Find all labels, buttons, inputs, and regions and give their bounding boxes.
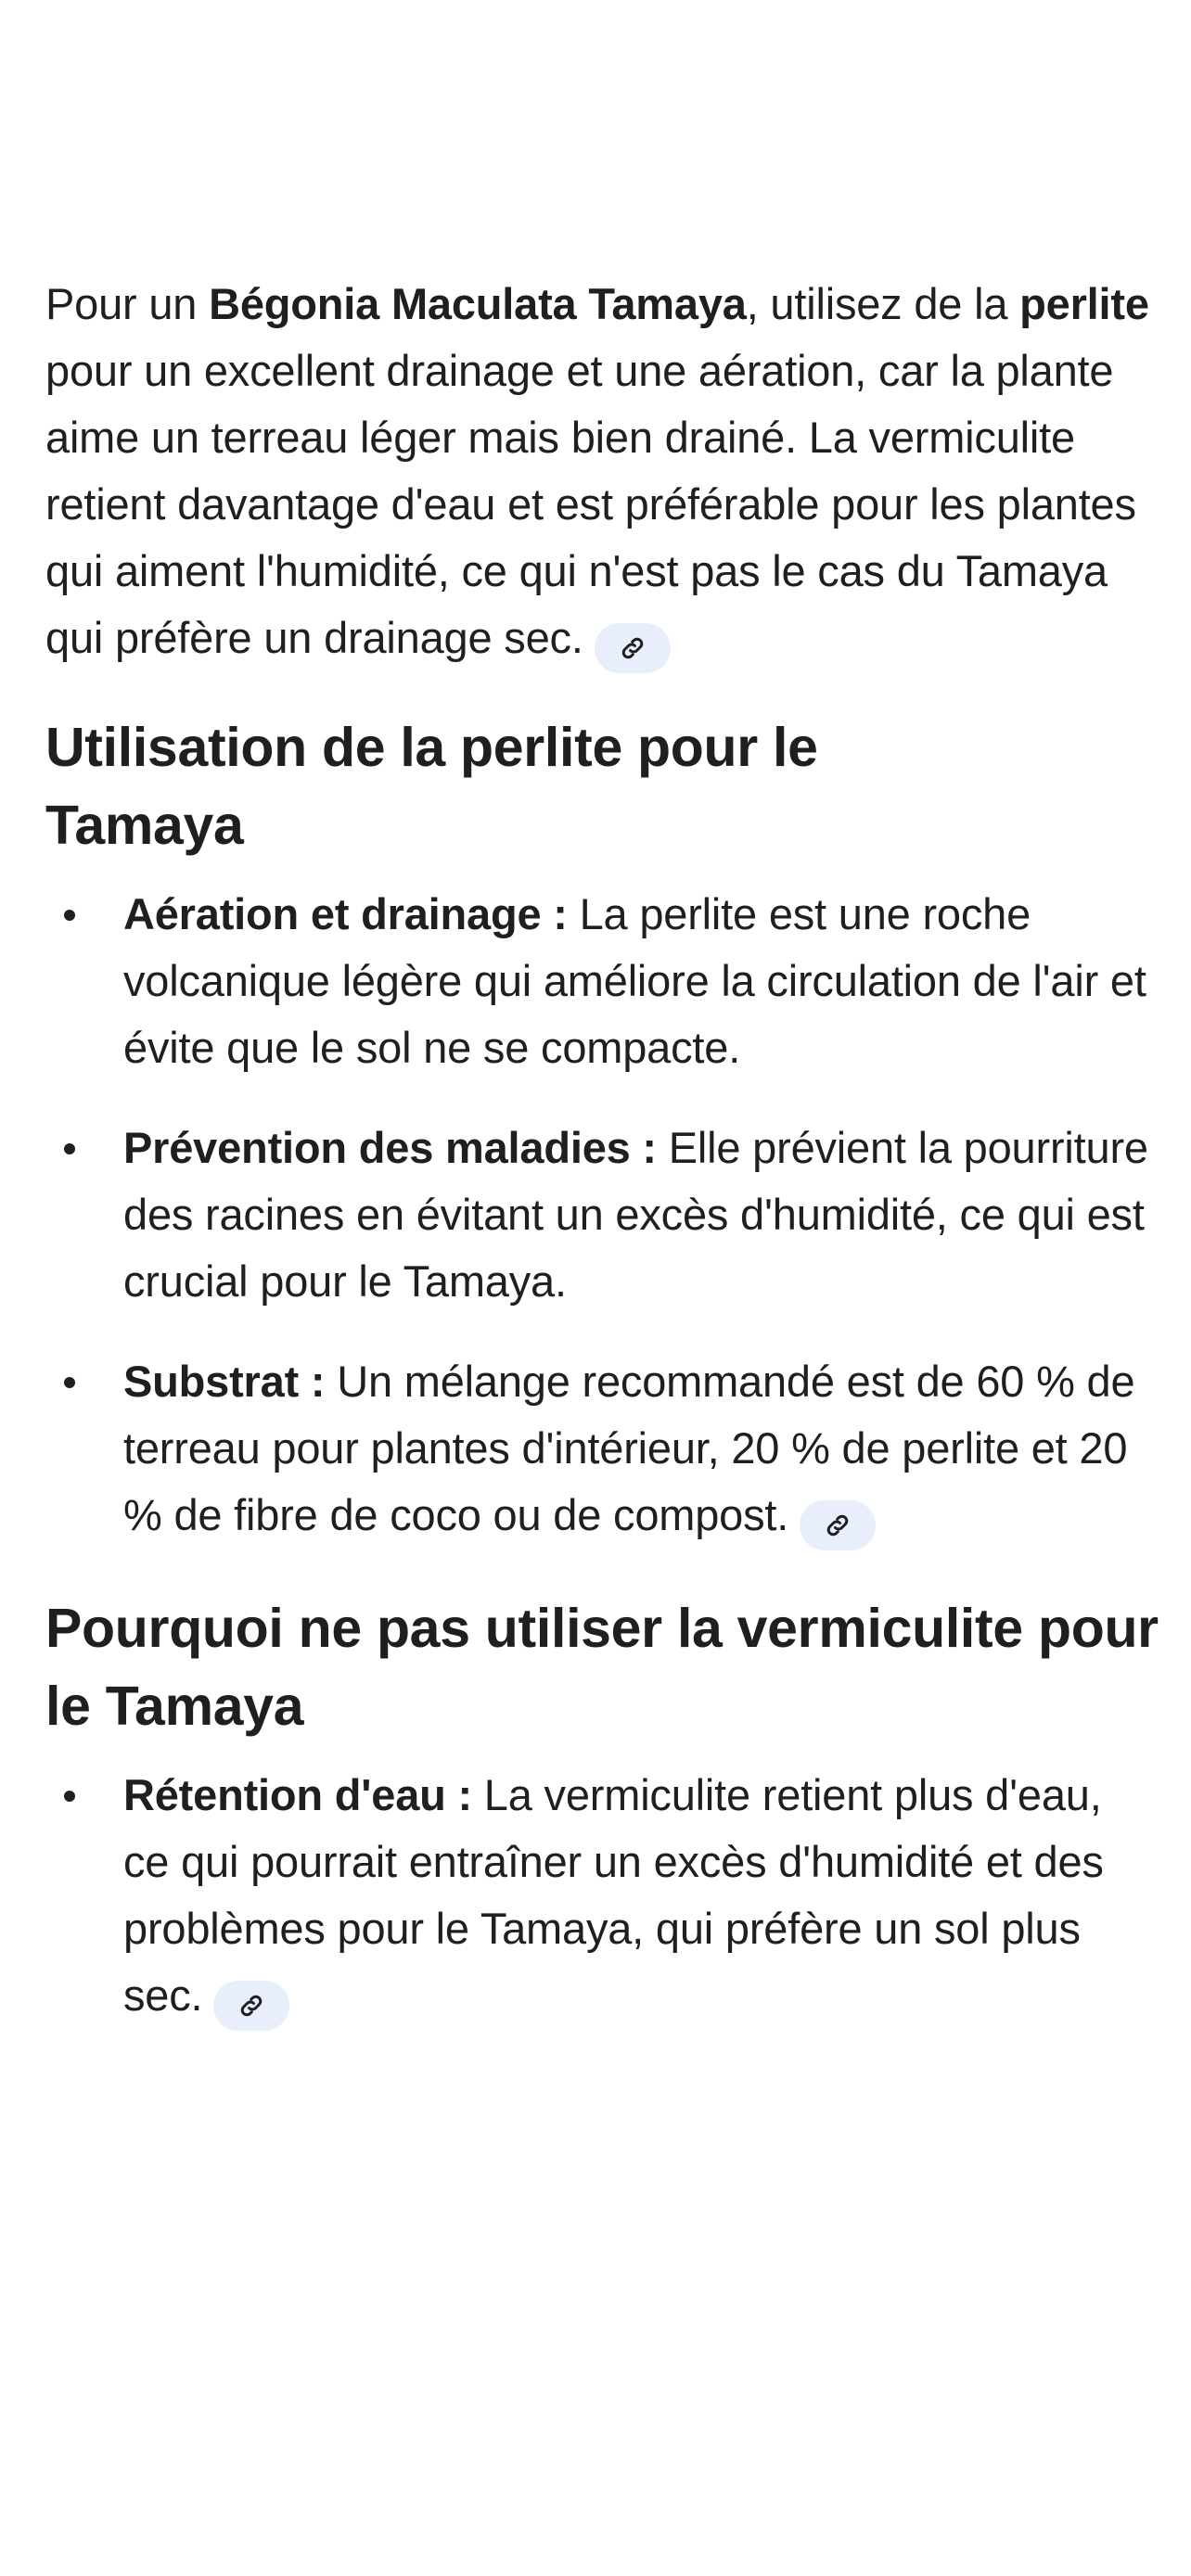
list-item-text: La vermiculite retient plus d'eau, ce qui pourrait entraîner un excès d'humidité et des problèmes pour le Tamaya, qui préfère un sol plus sec. bbox=[123, 1770, 1104, 2020]
list-item-text: Elle prévient la pourriture des racines en évitant un excès d'humidité, ce qui est crucial pour le Tamaya. bbox=[123, 1123, 1148, 1306]
list-item-label: Substrat : bbox=[123, 1357, 326, 1406]
link-icon bbox=[619, 634, 647, 662]
source-link-chip[interactable] bbox=[800, 1500, 876, 1550]
bullet-dot bbox=[64, 1377, 75, 1388]
source-link-chip[interactable] bbox=[595, 623, 671, 673]
intro-paragraph bbox=[45, 271, 1159, 673]
section-heading-perlite: Utilisation de la perlite pour le Tamaya bbox=[45, 717, 818, 856]
list-item-label: Aération et drainage : bbox=[123, 889, 568, 938]
intro-bold-plant-name: Bégonia Maculata Tamaya bbox=[209, 279, 747, 328]
intro-text-1: Pour un bbox=[45, 279, 210, 328]
list-item bbox=[45, 1348, 1159, 1550]
link-icon bbox=[237, 1992, 265, 2020]
vermiculite-bullet-list bbox=[45, 1762, 1159, 2031]
list-item-text: Un mélange recommandé est de 60 % de terreau pour plantes d'intérieur, 20 % de perlite et 20 % de fibre de coco ou de compost. bbox=[123, 1357, 1135, 1539]
bullet-dot bbox=[64, 1143, 75, 1154]
bullet-dot bbox=[64, 910, 75, 921]
list-item-label: Rétention d'eau : bbox=[123, 1770, 472, 1819]
list-item bbox=[45, 881, 1159, 1081]
list-item-label: Prévention des maladies : bbox=[123, 1123, 657, 1172]
list-item bbox=[45, 1115, 1159, 1315]
list-item-text: La perlite est une roche volcanique légère qui améliore la circulation de l'air et évite que le sol ne se compacte. bbox=[123, 889, 1146, 1072]
intro-text-2: , utilisez de la bbox=[746, 279, 1020, 328]
intro-text-3: pour un excellent drainage et une aération, car la plante aime un terreau léger mais bien drainé. La vermiculite retient davantage d'eau et est préférable pour les plantes qui aiment l'humidité, ce qui n'est pas le cas du Tamaya qui préfère un drainage sec. bbox=[45, 346, 1136, 662]
list-item bbox=[45, 1762, 1159, 2031]
link-icon bbox=[824, 1511, 852, 1539]
intro-bold-perlite: perlite bbox=[1019, 279, 1149, 328]
perlite-bullet-list bbox=[45, 881, 1159, 1550]
section-heading-vermiculite: Pourquoi ne pas utiliser la vermiculite pour le Tamaya bbox=[45, 1598, 1159, 1737]
bullet-dot bbox=[64, 1791, 75, 1802]
source-link-chip[interactable] bbox=[213, 1981, 289, 2031]
answer-content bbox=[45, 271, 1159, 2064]
